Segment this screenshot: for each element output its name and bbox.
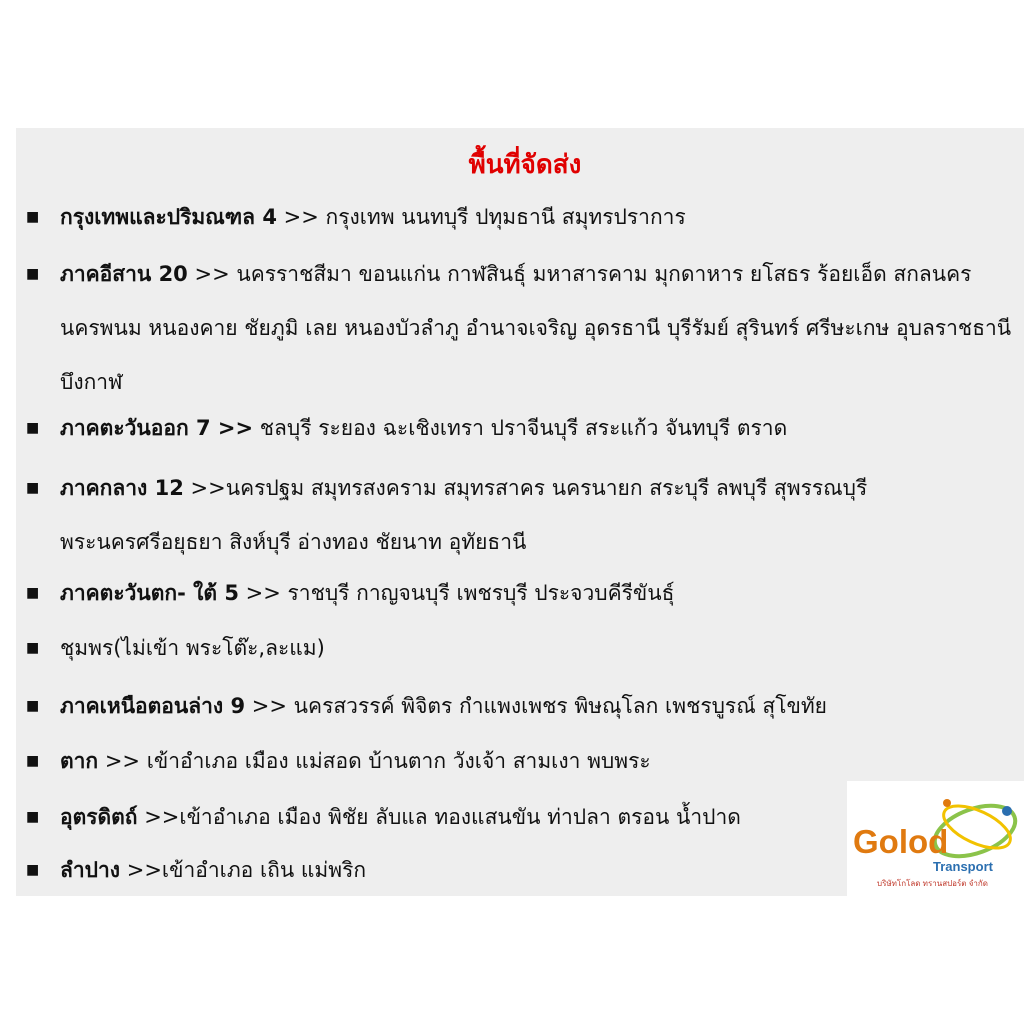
golod-transport-logo xyxy=(847,781,1024,896)
province-list: >> นครสวรรค์ พิจิตร กำแพงเพชร พิษณุโลก เพชรบูรณ์ สุโขทัย xyxy=(245,694,827,718)
bullet-icon: ■ xyxy=(26,753,40,769)
logo-word: Golod xyxy=(853,823,949,860)
list-item xyxy=(26,734,1016,788)
province-list: >> กรุงเทพ นนทบุรี ปทุมธานี สมุทรปราการ xyxy=(276,205,686,229)
region-label: ตาก xyxy=(60,749,99,773)
bullet-icon: ■ xyxy=(26,640,40,656)
region-label: ภาคตะวันออก 7 >> xyxy=(60,416,254,440)
province-list: >>เข้าอำเภอ เถิน แม่พริก xyxy=(120,858,367,882)
region-label: ภาคตะวันตก- ใต้ 5 xyxy=(60,581,239,605)
bullet-icon: ■ xyxy=(26,209,40,225)
region-label: กรุงเทพและปริมณฑล 4 xyxy=(60,205,277,229)
region-label: อุตรดิตถ์ xyxy=(60,805,138,829)
province-list: >>เข้าอำเภอ เมือง พิชัย ลับแล ทองแสนขัน ท่าปลา ตรอน น้ำปาด xyxy=(137,805,741,829)
bullet-icon: ■ xyxy=(26,420,40,436)
list-item xyxy=(26,190,1016,244)
province-list: >>นครปฐม สมุทรสงคราม สมุทรสาคร นครนายก สระบุรี ลพบุรี สุพรรณบุรี พระนครศรีอยุธยา สิงห์บุรี อ่างทอง ชัยนาท อุทัยธานี xyxy=(60,476,868,554)
logo-company-name: บริษัทโกโลด ทรานสปอร์ต จำกัด xyxy=(877,879,988,888)
bullet-icon: ■ xyxy=(26,809,40,825)
province-list: ชลบุรี ระยอง ฉะเชิงเทรา ปราจีนบุรี สระแก้ว จันทบุรี ตราด xyxy=(253,416,788,440)
list-item xyxy=(26,566,1016,620)
bullet-icon: ■ xyxy=(26,266,40,282)
region-label: ภาคกลาง 12 xyxy=(60,476,184,500)
list-item xyxy=(26,461,1016,569)
bullet-icon: ■ xyxy=(26,862,40,878)
list-item xyxy=(26,401,1016,455)
region-label: ภาคเหนือตอนล่าง 9 xyxy=(60,694,246,718)
province-list: >> ราชบุรี กาญจนบุรี เพชรบุรี ประจวบคีรีขันธุ์ xyxy=(238,581,675,605)
province-list: >> เข้าอำเภอ เมือง แม่สอด บ้านตาก วังเจ้า สามเงา พบพระ xyxy=(98,749,651,773)
province-list: ชุมพร(ไม่เข้า พระโต๊ะ,ละแม) xyxy=(60,636,325,660)
list-item xyxy=(26,843,836,897)
list-item xyxy=(26,790,836,844)
list-item xyxy=(26,247,1016,409)
bullet-icon: ■ xyxy=(26,585,40,601)
region-label: ลำปาง xyxy=(60,858,121,882)
region-label: ภาคอีสาน 20 xyxy=(60,262,188,286)
list-item xyxy=(26,621,1016,675)
bullet-icon: ■ xyxy=(26,480,40,496)
logo-subtitle: Transport xyxy=(933,859,993,874)
slide-title: พื้นที่จัดส่ง xyxy=(468,150,582,180)
list-item xyxy=(26,679,1016,733)
province-list: >> นครราชสีมา ขอนแก่น กาฬสินธุ์ มหาสารคาม มุกดาหาร ยโสธร ร้อยเอ็ด สกลนคร นครพนม หนองคาย ชัยภูมิ เลย หนองบัวลำภู อำนาจเจริญ อุดรธานี บุรีรัมย์ สุรินทร์ ศรีษะเกษ อุบลราชธานี บึงกาฬ xyxy=(60,262,1012,394)
bullet-icon: ■ xyxy=(26,698,40,714)
